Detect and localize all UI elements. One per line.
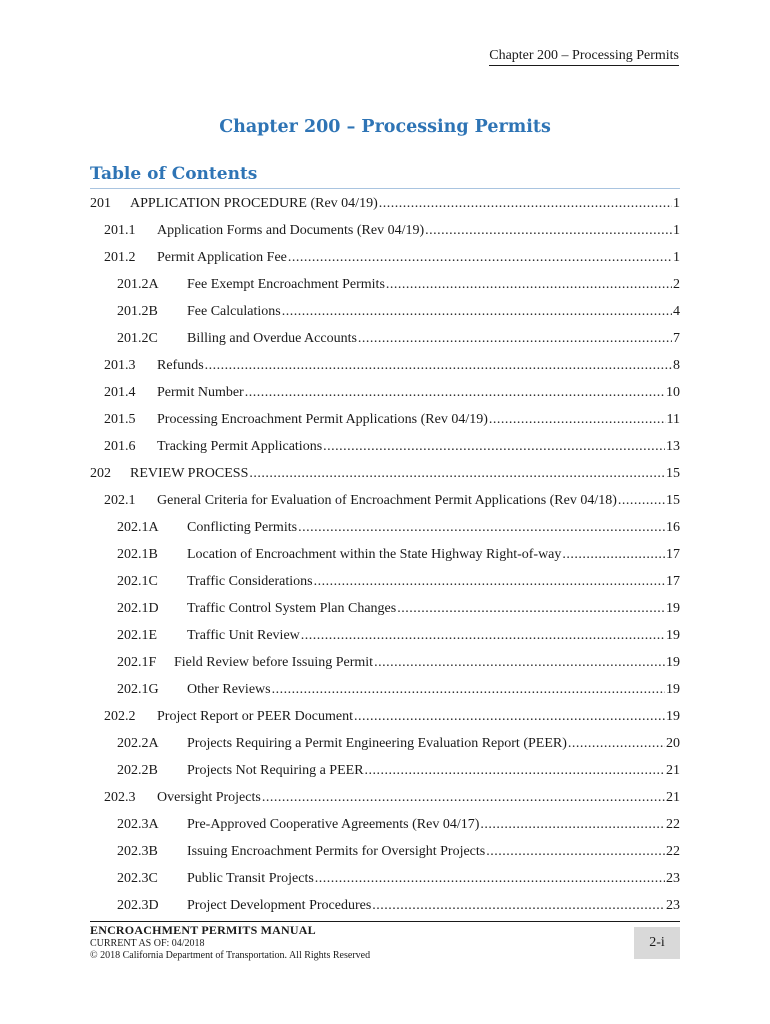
toc-entry-page: 15 [666,493,680,508]
toc-dot-leader [480,817,665,833]
toc-entry-number: 202.1C [117,574,158,589]
toc-entry-page: 21 [666,790,680,805]
toc-dot-leader [298,520,665,536]
toc-entry-title: Refunds [157,358,204,373]
toc-entry-page: 19 [666,682,680,697]
toc-dot-leader [301,628,665,644]
toc-entry-title: Conflicting Permits [187,520,298,535]
toc-dot-leader [374,655,665,671]
toc-entry[interactable] [90,493,680,520]
footer-current-as-of: CURRENT AS OF: 04/2018 [90,938,205,949]
toc-entry[interactable] [90,223,680,250]
toc-entry[interactable] [90,682,680,709]
toc-entry-title: Oversight Projects [157,790,261,805]
toc-entry-number: 202.1D [117,601,159,616]
toc-dot-leader [489,412,666,428]
toc-entry[interactable] [90,385,680,412]
toc-entry[interactable] [90,466,680,493]
toc-entry-page: 16 [666,520,680,535]
toc-entry-number: 202.1E [117,628,158,643]
toc-dot-leader [272,682,665,698]
toc-entry-title: Field Review before Issuing Permit [174,655,374,670]
toc-entry-page: 19 [666,709,680,724]
toc-entry[interactable] [90,817,680,844]
toc-entry-title: REVIEW PROCESS [130,466,249,481]
toc-entry-page: 4 [673,304,680,319]
toc-dot-leader [262,790,665,806]
toc-entry-title: Issuing Encroachment Permits for Oversight Projects [187,844,486,859]
chapter-title: Chapter 200 – Processing Permits [219,117,551,137]
toc-dot-leader [618,493,665,509]
toc-dot-leader [323,439,665,455]
toc-entry-page: 19 [666,601,680,616]
toc-entry-title: Tracking Permit Applications [157,439,323,454]
toc-entry[interactable] [90,358,680,385]
toc-dot-leader [372,898,665,914]
toc-entry[interactable] [90,412,680,439]
toc-dot-leader [314,574,665,590]
toc-entry-page: 15 [666,466,680,481]
toc-entry-page: 1 [673,223,680,238]
toc-entry-page: 17 [666,574,680,589]
toc-entry[interactable] [90,844,680,871]
toc-dot-leader [562,547,665,563]
toc-entry-page: 10 [666,385,680,400]
toc-entry[interactable] [90,547,680,574]
toc-entry-title: General Criteria for Evaluation of Encroachment Permit Applications (Rev 04/18) [157,493,617,508]
toc-entry-number: 202.1B [117,547,158,562]
toc-entry-number: 202.1G [117,682,159,697]
toc-divider [90,188,680,189]
toc-entry-number: 202.2B [117,763,158,778]
toc-entry-page: 1 [673,250,680,265]
toc-entry-title: Project Development Procedures [187,898,372,913]
toc-entry-number: 201.1 [104,223,136,238]
toc-entry[interactable] [90,709,680,736]
toc-entry-number: 201.5 [104,412,136,427]
toc-entry-number: 202.1F [117,655,157,670]
toc-entry-title: Fee Exempt Encroachment Permits [187,277,385,292]
toc-entry[interactable] [90,439,680,466]
toc-entry-number: 201.6 [104,439,136,454]
toc-entry-number: 202.2 [104,709,136,724]
toc-entry-number: 201.2 [104,250,136,265]
toc-entry[interactable] [90,655,680,682]
toc-entry-title: Pre-Approved Cooperative Agreements (Rev 04/17) [187,817,480,832]
toc-entry-number: 201.4 [104,385,136,400]
toc-entry-title: APPLICATION PROCEDURE (Rev 04/19) [130,196,378,211]
toc-entry[interactable] [90,331,680,358]
toc-dot-leader [425,223,672,239]
toc-entry[interactable] [90,520,680,547]
toc-entry[interactable] [90,601,680,628]
toc-entry-page: 22 [666,844,680,859]
toc-entry-title: Traffic Considerations [187,574,313,589]
toc-dot-leader [358,331,672,347]
toc-entry-page: 8 [673,358,680,373]
toc-entry-title: Processing Encroachment Permit Applications (Rev 04/19) [157,412,488,427]
toc-entry-page: 7 [673,331,680,346]
toc-entry-title: Other Reviews [187,682,271,697]
toc-entry[interactable] [90,304,680,331]
toc-entry-page: 13 [666,439,680,454]
table-of-contents [90,196,680,925]
toc-entry[interactable] [90,628,680,655]
toc-entry-number: 202.1 [104,493,136,508]
toc-entry-page: 20 [666,736,680,751]
toc-entry-page: 11 [666,412,680,427]
toc-dot-leader [365,763,665,779]
toc-dot-leader [205,358,672,374]
toc-entry[interactable] [90,250,680,277]
toc-entry-page: 22 [666,817,680,832]
toc-dot-leader [386,277,672,293]
toc-entry-title: Permit Application Fee [157,250,287,265]
toc-entry[interactable] [90,277,680,304]
toc-entry-number: 201.2C [117,331,158,346]
toc-dot-leader [288,250,672,266]
toc-entry-page: 19 [666,655,680,670]
toc-entry[interactable] [90,196,680,223]
toc-dot-leader [282,304,672,320]
toc-entry-title: Application Forms and Documents (Rev 04/19) [157,223,425,238]
toc-entry-title: Traffic Unit Review [187,628,300,643]
toc-entry-number: 201 [90,196,111,211]
toc-entry[interactable] [90,871,680,898]
toc-entry-page: 19 [666,628,680,643]
toc-entry-number: 201.3 [104,358,136,373]
toc-entry-page: 23 [666,871,680,886]
toc-entry-page: 2 [673,277,680,292]
toc-entry-number: 201.2B [117,304,158,319]
running-header: Chapter 200 – Processing Permits [489,48,679,66]
page-number-badge: 2-i [634,927,680,959]
page-footer [90,921,680,962]
toc-dot-leader [486,844,665,860]
toc-entry-number: 202.3B [117,844,158,859]
toc-entry-title: Projects Not Requiring a PEER [187,763,364,778]
toc-entry[interactable] [90,790,680,817]
toc-dot-leader [354,709,665,725]
toc-entry-number: 202 [90,466,111,481]
toc-entry[interactable] [90,736,680,763]
toc-entry[interactable] [90,763,680,790]
footer-manual-title: ENCROACHMENT PERMITS MANUAL [90,923,316,937]
toc-entry-number: 202.3C [117,871,158,886]
toc-entry-number: 202.2A [117,736,159,751]
toc-entry[interactable] [90,574,680,601]
toc-entry-title: Public Transit Projects [187,871,314,886]
toc-entry-title: Fee Calculations [187,304,281,319]
toc-entry-page: 23 [666,898,680,913]
toc-dot-leader [397,601,665,617]
toc-entry-page: 17 [666,547,680,562]
toc-heading: Table of Contents [90,164,258,184]
toc-dot-leader [249,466,665,482]
toc-entry-number: 202.3A [117,817,159,832]
toc-entry-page: 1 [673,196,680,211]
toc-entry-title: Traffic Control System Plan Changes [187,601,397,616]
toc-entry-number: 202.3 [104,790,136,805]
toc-entry-title: Billing and Overdue Accounts [187,331,357,346]
toc-entry-number: 202.1A [117,520,159,535]
toc-dot-leader [315,871,665,887]
toc-entry-title: Location of Encroachment within the State Highway Right-of-way [187,547,562,562]
toc-entry-title: Permit Number [157,385,244,400]
toc-dot-leader [245,385,665,401]
toc-entry-page: 21 [666,763,680,778]
toc-entry-title: Project Report or PEER Document [157,709,353,724]
toc-entry-number: 202.3D [117,898,159,913]
toc-entry-title: Projects Requiring a Permit Engineering Evaluation Report (PEER) [187,736,567,751]
toc-dot-leader [568,736,665,752]
toc-dot-leader [379,196,672,212]
footer-copyright: © 2018 California Department of Transportation. All Rights Reserved [90,950,371,961]
toc-entry-number: 201.2A [117,277,159,292]
